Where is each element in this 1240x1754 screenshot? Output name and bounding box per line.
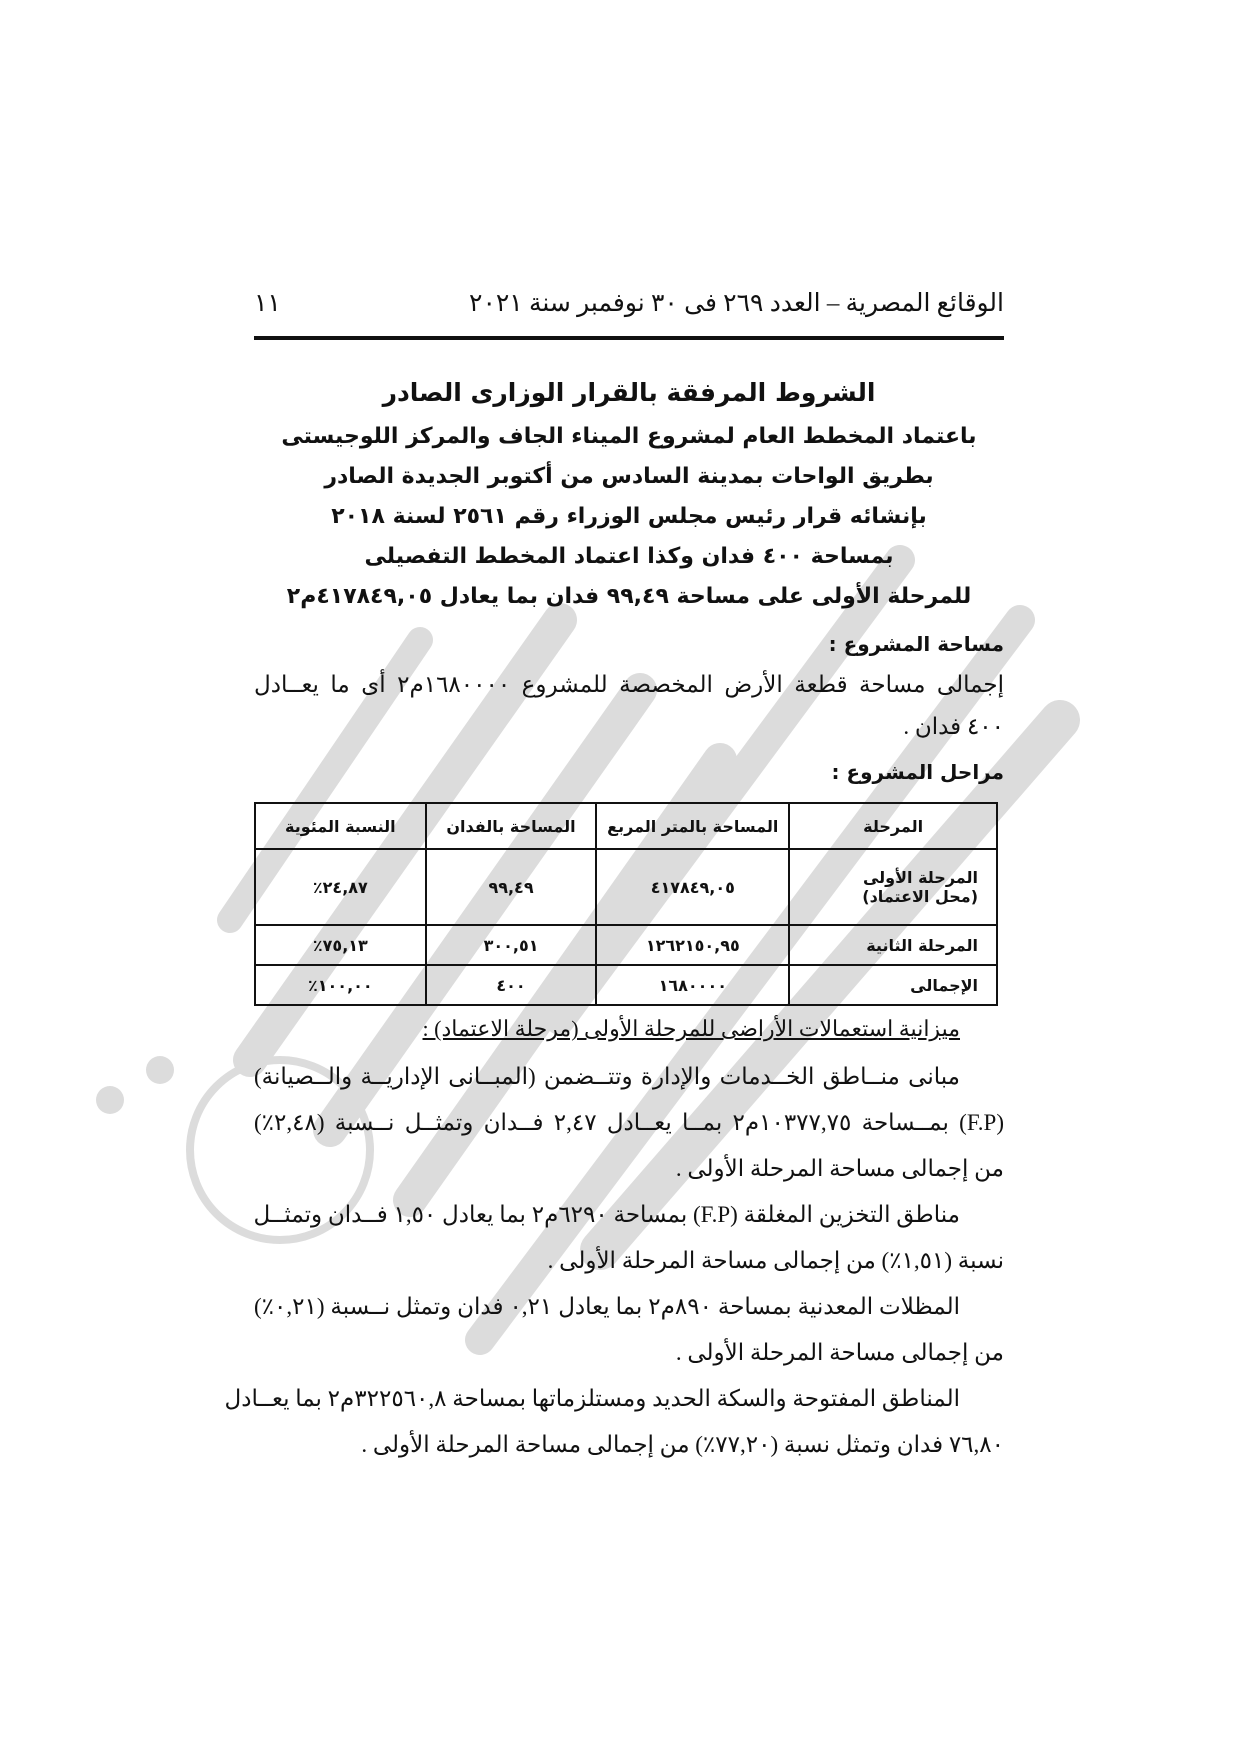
title-line: للمرحلة الأولى على مساحة ٩٩,٤٩ فدان بما يعادل ٤١٧٨٤٩,٠٥م٢	[286, 584, 972, 609]
phases-heading: مراحل المشروع :	[831, 760, 1004, 784]
cell-sqm: ١٦٨٠٠٠٠	[596, 965, 789, 1005]
paragraph-line: المناطق المفتوحة والسكة الحديد ومستلزماتها بمساحة ٣٢٢٥٦٠,٨م٢ بما يعــادل	[224, 1386, 960, 1411]
cell-feddan: ٤٠٠	[426, 965, 597, 1005]
cell-phase: الإجمالى	[789, 965, 997, 1005]
cell-sqm: ٤١٧٨٤٩,٠٥	[596, 849, 789, 925]
paragraph-line: نسبة (١,٥١٪) من إجمالى مساحة المرحلة الأولى .	[547, 1248, 1004, 1273]
cell-phase: المرحلة الثانية	[789, 925, 997, 965]
column-header: المساحة بالمتر المربع	[596, 803, 789, 849]
header-divider	[254, 336, 1004, 340]
page-header	[254, 288, 1004, 324]
cell-phase	[789, 849, 997, 925]
paragraph-line: المظلات المعدنية بمساحة ٨٩٠م٢ بما يعادل ٠,٢١ فدان وتمثل نــسبة (٠,٢١٪)	[254, 1294, 960, 1319]
cell-percent: ٧٥,١٣٪	[255, 925, 426, 965]
table-row	[255, 925, 997, 965]
paragraph-line: ٧٦,٨٠ فدان وتمثل نسبة (٧٧,٢٠٪) من إجمالى مساحة المرحلة الأولى .	[361, 1432, 1004, 1457]
project-area-heading: مساحة المشروع :	[828, 632, 1004, 656]
title-line: بمساحة ٤٠٠ فدان وكذا اعتماد المخطط التفصيلى	[364, 544, 894, 569]
phases-table	[254, 802, 998, 1006]
phase-note: (محل الاعتماد)	[862, 887, 978, 906]
title-line: بإنشائه قرار رئيس مجلس الوزراء رقم ٢٥٦١ لسنة ٢٠١٨	[331, 504, 927, 529]
column-header: المرحلة	[789, 803, 997, 849]
paragraph-line: (F.P) بمــساحة ١٠٣٧٧,٧٥م٢ بمــا يعــادل ٢,٤٧ فــدان وتمثــل نــسبة (٢,٤٨٪)	[254, 1110, 1004, 1135]
cell-feddan: ٣٠٠,٥١	[426, 925, 597, 965]
title-line: باعتماد المخطط العام لمشروع الميناء الجاف والمركز اللوجيستى	[281, 424, 977, 449]
document-title: الشروط المرفقة بالقرار الوزارى الصادر	[382, 378, 876, 407]
paragraph-line: من إجمالى مساحة المرحلة الأولى .	[675, 1340, 1004, 1365]
page-number: ١١	[254, 290, 281, 317]
title-line: بطريق الواحات بمدينة السادس من أكتوبر الجديدة الصادر	[324, 464, 934, 489]
paragraph-line: ٤٠٠ فدان .	[903, 714, 1004, 739]
cell-percent: ٢٤,٨٧٪	[255, 849, 426, 925]
paragraph-line: إجمالى مساحة قطعة الأرض المخصصة للمشروع ١٦٨٠٠٠٠م٢ أى ما يعــادل	[254, 672, 1005, 697]
table-row	[255, 849, 997, 925]
table-header-row	[255, 803, 997, 849]
phase-name: المرحلة الأولى	[862, 868, 978, 887]
column-header: النسبة المئوية	[255, 803, 426, 849]
publication-title: الوقائع المصرية – العدد ٢٦٩ فى ٣٠ نوفمبر سنة ٢٠٢١	[469, 290, 1004, 317]
paragraph-line: من إجمالى مساحة المرحلة الأولى .	[675, 1156, 1004, 1181]
cell-sqm: ١٢٦٢١٥٠,٩٥	[596, 925, 789, 965]
column-header: المساحة بالفدان	[426, 803, 597, 849]
paragraph-line: مبانى منــاطق الخــدمات والإدارة وتتــضمن (المبــانى الإداريــة والــصيانة)	[254, 1064, 960, 1089]
cell-percent: ١٠٠,٠٠٪	[255, 965, 426, 1005]
table-row	[255, 965, 997, 1005]
land-use-heading: ميزانية استعمالات الأراضى للمرحلة الأولى (مرحلة الاعتماد) :	[422, 1016, 960, 1041]
cell-feddan: ٩٩,٤٩	[426, 849, 597, 925]
paragraph-line: مناطق التخزين المغلقة (F.P) بمساحة ٦٢٩٠م٢ بما يعادل ١,٥٠ فــدان وتمثــل	[253, 1202, 960, 1227]
